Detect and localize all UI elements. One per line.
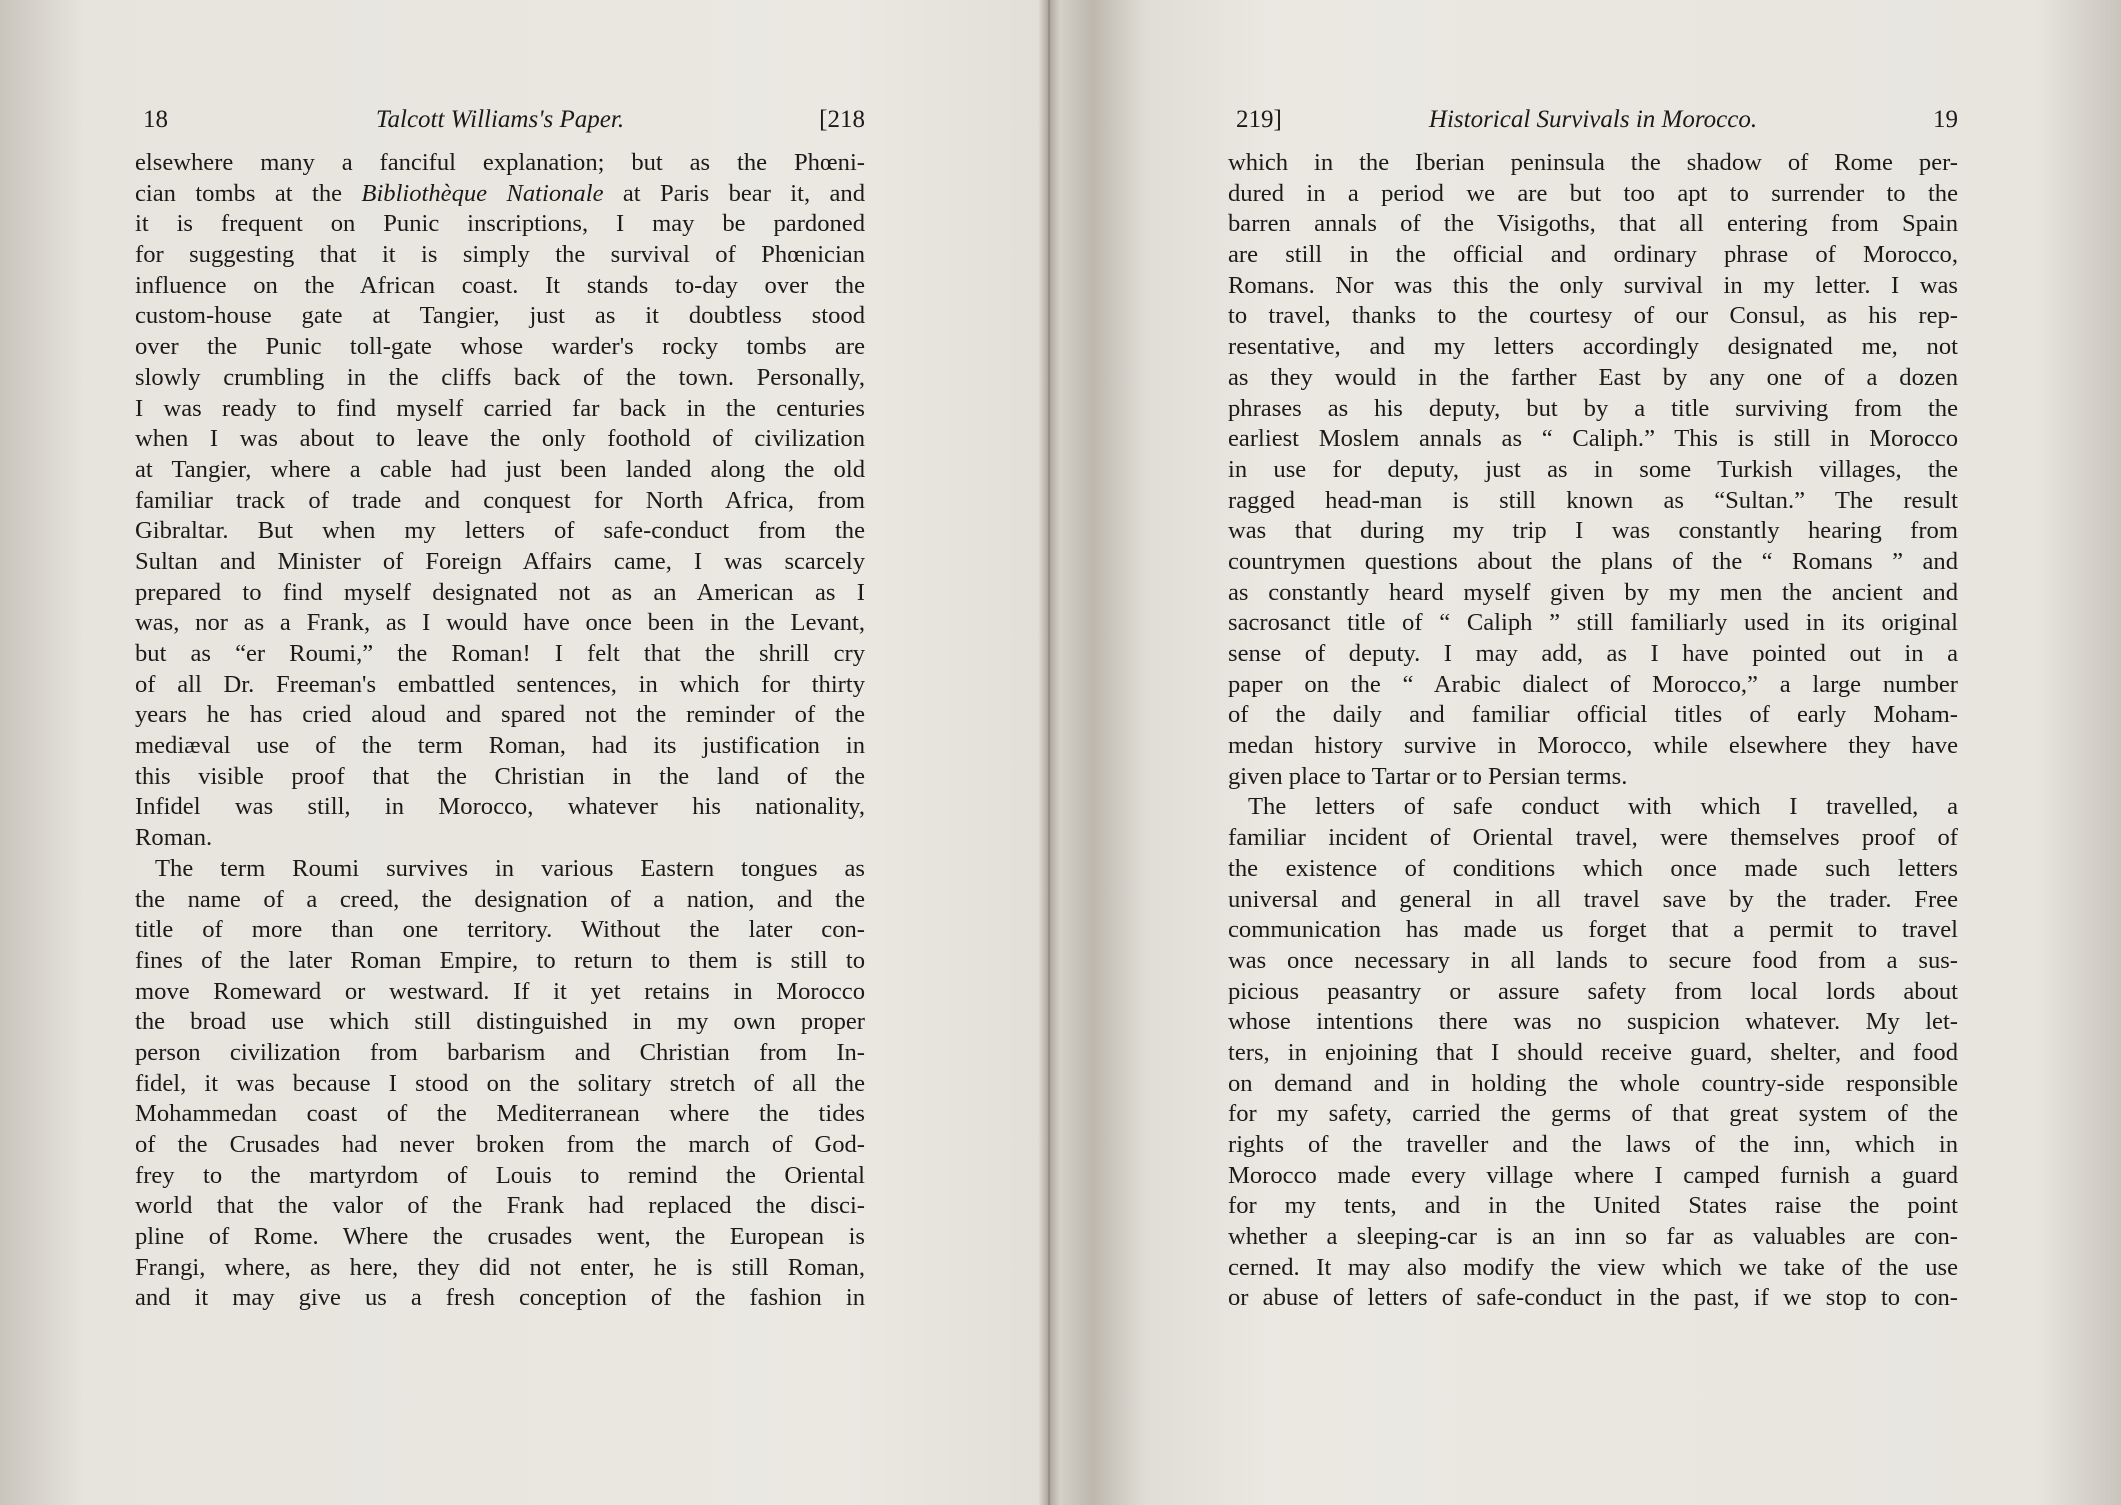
text-line: slowly crumbling in the cliffs back of the town. Personally,: [135, 363, 865, 391]
text-line: was once necessary in all lands to secure food from a sus-: [1228, 946, 1958, 974]
text-line: phrases as his deputy, but by a title surviving from the: [1228, 394, 1958, 422]
text-line: picious peasantry or assure safety from local lords about: [1228, 977, 1958, 1005]
text-line: I was ready to find myself carried far back in the centuries: [135, 394, 865, 422]
text-line: fines of the later Roman Empire, to return to them is still to: [135, 946, 865, 974]
paragraph: [1228, 792, 1958, 1314]
text-line: Sultan and Minister of Foreign Affairs came, I was scarcely: [135, 547, 865, 575]
text-line: as they would in the farther East by any one of a dozen: [1228, 363, 1958, 391]
right-page: [1228, 100, 1958, 1314]
text-line: Romans. Nor was this the only survival in my letter. I was: [1228, 271, 1958, 299]
text-line: this visible proof that the Christian in the land of the: [135, 762, 865, 790]
text-line: universal and general in all travel save by the trader. Free: [1228, 885, 1958, 913]
text-line: earliest Moslem annals as “ Caliph.” This is still in Morocco: [1228, 425, 1958, 453]
text-line: was, nor as a Frank, as I would have once been in the Levant,: [135, 609, 865, 637]
text-line: for my safety, carried the germs of that great system of the: [1228, 1100, 1958, 1128]
right-page-body: [1228, 148, 1958, 1314]
text-line: to travel, thanks to the courtesy of our Consul, as his rep-: [1228, 302, 1958, 330]
text-line: the name of a creed, the designation of a nation, and the: [135, 885, 865, 913]
left-page: [135, 100, 865, 1314]
page-number: 18: [143, 106, 168, 133]
text-line: dured in a period we are but too apt to surrender to the: [1228, 179, 1958, 207]
text-line: or abuse of letters of safe-conduct in the past, if we stop to con-: [1228, 1284, 1958, 1312]
text-line: for my tents, and in the United States raise the point: [1228, 1192, 1958, 1220]
text-line: the existence of conditions which once made such letters: [1228, 854, 1958, 882]
text-line: rights of the traveller and the laws of the inn, which in: [1228, 1131, 1958, 1158]
text-line: barren annals of the Visigoths, that all entering from Spain: [1228, 210, 1958, 238]
text-line: Frangi, where, as here, they did not enter, he is still Roman,: [135, 1253, 865, 1281]
text-line: ragged head-man is still known as “Sultan.” The result: [1228, 486, 1958, 514]
page-number: 19: [1933, 106, 1958, 133]
text-line: communication has made us forget that a permit to travel: [1228, 916, 1958, 944]
text-line: elsewhere many a fanciful explanation; but as the Phœni-: [135, 149, 865, 176]
text-line: for suggesting that it is simply the survival of Phœnician: [135, 241, 865, 269]
text-line: when I was about to leave the only foothold of civilization: [135, 425, 865, 453]
left-page-body: [135, 148, 865, 1314]
text-line: of all Dr. Freeman's embattled sentences, in which for thirty: [135, 670, 865, 698]
text-line: custom-house gate at Tangier, just as it doubtless stood: [135, 302, 865, 330]
original-page-number: [218: [819, 106, 865, 133]
text-line: the broad use which still distinguished in my own proper: [135, 1008, 865, 1036]
text-line: was that during my trip I was constantly hearing from: [1228, 517, 1958, 545]
text-line: but as “er Roumi,” the Roman! I felt that the shrill cry: [135, 640, 865, 667]
text-line: which in the Iberian peninsula the shadow of Rome per-: [1228, 149, 1958, 176]
text-line: pline of Rome. Where the crusades went, the European is: [135, 1223, 865, 1251]
text-line: Mohammedan coast of the Mediterranean where the tides: [135, 1100, 865, 1128]
right-page-header: [1228, 100, 1958, 140]
text-line: person civilization from barbarism and Christian from In-: [135, 1038, 865, 1066]
running-title: Historical Survivals in Morocco.: [1428, 106, 1758, 133]
text-line: paper on the “ Arabic dialect of Morocco,” a large number: [1228, 670, 1958, 698]
text-line: title of more than one territory. Without the later con-: [135, 916, 865, 944]
book-gutter: [1038, 0, 1060, 1505]
left-page-header: [135, 100, 865, 140]
text-line: in use for deputy, just as in some Turkish villages, the: [1228, 455, 1958, 483]
paragraph: [135, 854, 865, 1314]
text-line: of the Crusades had never broken from the march of God-: [135, 1131, 865, 1158]
paragraph: [1228, 148, 1958, 792]
text-line: ters, in enjoining that I should receive guard, shelter, and food: [1228, 1038, 1958, 1066]
text-line: cian tombs at the Bibliothèque Nationale at Paris bear it, and: [135, 179, 865, 207]
text-line: whose intentions there was no suspicion whatever. My let-: [1228, 1008, 1958, 1036]
text-line: at Tangier, where a cable had just been landed along the old: [135, 455, 865, 483]
original-page-number: 219]: [1236, 106, 1282, 133]
text-line: countrymen questions about the plans of the “ Romans ” and: [1228, 547, 1958, 575]
text-line: whether a sleeping-car is an inn so far as valuables are con-: [1228, 1223, 1958, 1251]
text-line: familiar track of trade and conquest for North Africa, from: [135, 486, 865, 514]
text-line: fidel, it was because I stood on the solitary stretch of all the: [135, 1069, 865, 1097]
paragraph: [135, 148, 865, 854]
running-title: Talcott Williams's Paper.: [375, 106, 625, 133]
text-line: Infidel was still, in Morocco, whatever his nationality,: [135, 793, 865, 821]
text-line: frey to the martyrdom of Louis to remind the Oriental: [135, 1161, 865, 1189]
text-line: Roman.: [135, 824, 213, 852]
text-line: sense of deputy. I may add, as I have pointed out in a: [1228, 640, 1958, 667]
text-line: prepared to find myself designated not as an American as I: [135, 578, 865, 606]
text-line: move Romeward or westward. If it yet retains in Morocco: [135, 977, 865, 1005]
text-line: mediæval use of the term Roman, had its justification in: [135, 732, 865, 760]
text-line: cerned. It may also modify the view which we take of the use: [1228, 1253, 1958, 1281]
text-line: resentative, and my letters accordingly designated me, not: [1228, 333, 1958, 361]
text-line: it is frequent on Punic inscriptions, I may be pardoned: [135, 210, 865, 238]
text-line: familiar incident of Oriental travel, were themselves proof of: [1228, 824, 1958, 852]
text-line: as constantly heard myself given by my men the ancient and: [1228, 578, 1958, 606]
text-line: and it may give us a fresh conception of the fashion in: [135, 1284, 865, 1312]
text-line: years he has cried aloud and spared not the reminder of the: [135, 701, 865, 729]
text-line: Morocco made every village where I camped furnish a guard: [1228, 1161, 1958, 1189]
text-line: are still in the official and ordinary phrase of Morocco,: [1228, 241, 1958, 269]
text-line: medan history survive in Morocco, while elsewhere they have: [1228, 732, 1958, 760]
text-line: Gibraltar. But when my letters of safe-conduct from the: [135, 517, 865, 545]
text-line: over the Punic toll-gate whose warder's rocky tombs are: [135, 333, 865, 361]
text-line: influence on the African coast. It stands to-day over the: [135, 271, 865, 299]
text-line: world that the valor of the Frank had replaced the disci-: [135, 1192, 865, 1220]
text-line: The letters of safe conduct with which I travelled, a: [1248, 793, 1958, 821]
text-line: The term Roumi survives in various Eastern tongues as: [155, 854, 865, 882]
text-line: of the daily and familiar official titles of early Moham-: [1228, 701, 1958, 729]
text-line: sacrosanct title of “ Caliph ” still familiarly used in its original: [1228, 609, 1958, 637]
text-line: given place to Tartar or to Persian terms.: [1228, 762, 1628, 790]
text-line: on demand and in holding the whole country-side responsible: [1228, 1069, 1958, 1097]
